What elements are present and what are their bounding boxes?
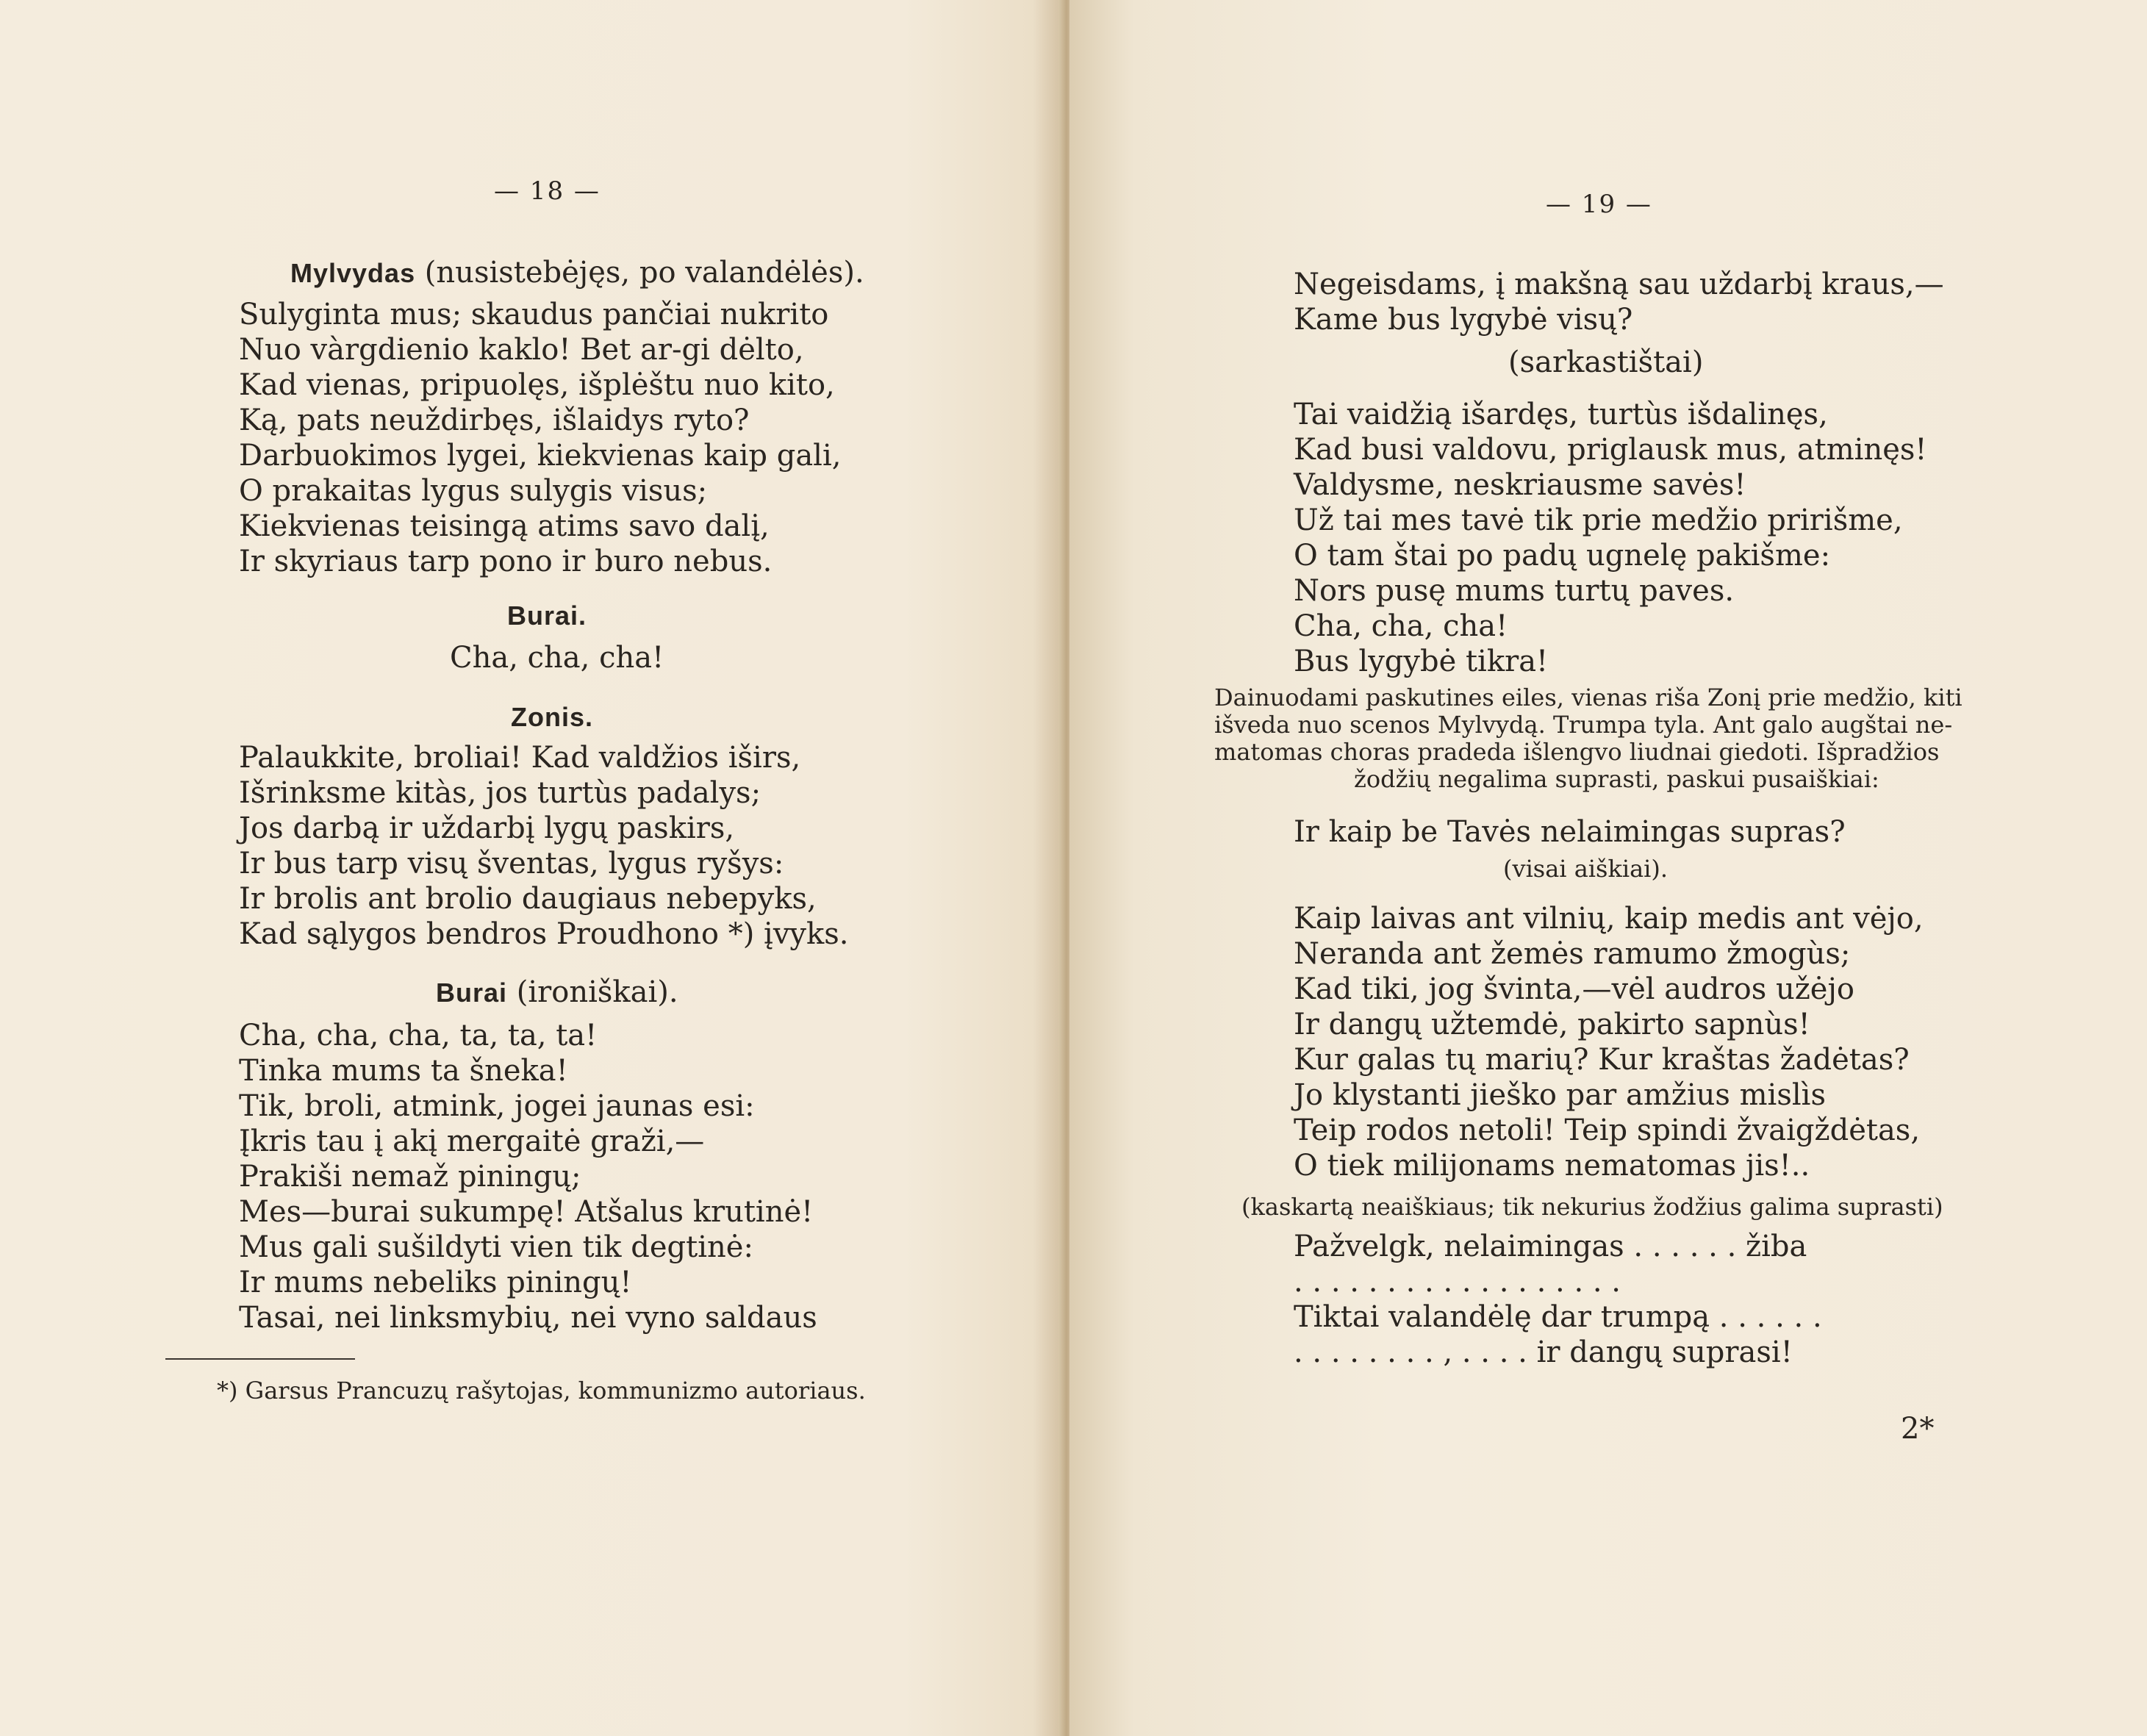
verse-line: Kaip laivas ant vilnių, kaip medis ant vėjo, [1294,902,1924,936]
verse-line: Įkris tau į akį mergaitė graži,— [239,1125,705,1158]
speaker-direction: (ironiškai). [507,975,678,1009]
verse-line: Kiekvienas teisingą atims savo dalį, [239,509,770,543]
left-page-number: — 18 — [494,176,601,206]
speech-heading-burai-ironic [436,975,678,1010]
verse-line: Ir kaip be Tavės nelaimingas supras? [1294,815,1846,849]
verse-line: Jos darbą ir uždarbį lygų paskirs, [239,811,735,845]
verse-line: Cha, cha, cha! [450,641,664,675]
verse-block-d [1294,901,1924,1183]
verse-line: Tiktai valandėlę dar trumpą . . . . . . [1294,1300,1822,1334]
stage-note-unclear: (kaskartą neaiškiaus; tik nekurius žodžius galima suprasti) [1241,1193,1943,1221]
speech-mylvydas-verse [239,297,841,579]
verse-line: Ir mums nebeliks piningų! [239,1266,632,1299]
speaker-name: Mylvydas [290,258,416,288]
verse-line: Pažvelgk, nelaimingas . . . . . . žiba [1294,1230,1807,1263]
verse-line: Kame bus lygybė visų? [1294,303,1633,337]
verse-line: O tam štai po padų ugnelę pakišme: [1294,539,1831,573]
stage-direction [1214,684,1963,793]
verse-line: Neranda ant žemės ramumo žmogùs; [1294,937,1851,971]
verse-line: Mes—burai sukumpę! Atšalus krutinė! [239,1195,814,1229]
verse-line: Išrinksme kitàs, jos turtùs padalys; [239,776,761,810]
signature-mark: 2* [1901,1412,1935,1446]
left-page-edge-shadow [1033,0,1062,1736]
verse-line: Tinka mums ta šneka! [239,1054,568,1088]
speaker-name: Burai [436,978,508,1008]
verse-line: Teip rodos netoli! Teip spindi žvaigždėtas, [1294,1113,1921,1147]
verse-line: Ką, pats neuždirbęs, išlaidys ryto? [239,403,750,437]
left-page [0,0,1062,1736]
verse-line: Už tai mes tavė tik prie medžio pririšme, [1294,503,1903,537]
stage-direction-line: matomas choras pradeda išlengvo liudnai giedoti. Išpradžios [1214,738,1940,766]
verse-line: . . . . . . . . , . . . . ir dangų suprasi! [1294,1335,1793,1369]
speech-zonis-verse [239,740,849,952]
speech-heading-zonis: Zonis. [511,702,593,732]
verse-line: Bus lygybė tikra! [1294,645,1549,678]
verse-line: Tik, broli, atmink, jogei jaunas esi: [239,1089,755,1123]
verse-line: Ir bus tarp visų šventas, lygus ryšys: [239,847,784,880]
verse-block-b [1294,397,1927,679]
speech-heading-burai: Burai. [507,600,587,631]
speaker-direction: (nusistebėjęs, po valandėlės). [415,256,864,290]
verse-line: Negeisdams, į makšną sau uždarbį kraus,— [1294,268,1944,301]
verse-line: Kad tiki, jog švinta,—vėl audros užėjo [1294,972,1854,1006]
verse-line: Jo klystanti jieško par amžius mislìs [1294,1078,1826,1112]
verse-block-a [1294,267,1944,337]
verse-line: Prakiši nemaž piningų; [239,1160,581,1194]
stage-note-sarcastic: (sarkastištai) [1508,345,1704,379]
speech-burai-verse [239,1018,817,1335]
verse-line: Ir brolis ant brolio daugiaus nebepyks, [239,882,817,916]
verse-line: O prakaitas lygus sulygis visus; [239,474,708,508]
right-page-number: — 19 — [1546,190,1652,219]
stage-direction-line: Dainuodami paskutines eiles, vienas riša Zonį prie medžio, kiti [1214,684,1963,711]
verse-line: Ir dangų užtemdė, pakirto sapnùs! [1294,1008,1810,1041]
verse-line: Nuo vàrgdienio kaklo! Bet ar-gi dėlto, [239,333,804,367]
speech-heading-mylvydas [290,255,864,290]
right-page [1069,0,2147,1736]
verse-line: Sulyginta mus; skaudus pančiai nukrito [239,298,829,331]
verse-line: Cha, cha, cha! [1294,609,1508,643]
verse-line: Palaukkite, broliai! Kad valdžios iširs, [239,741,801,775]
verse-line: Tai vaidžią išardęs, turtùs išdalinęs, [1294,398,1828,431]
verse-line: Tasai, nei linksmybių, nei vyno saldaus [239,1301,817,1335]
verse-line: Mus gali sušildyti vien tik degtinė: [239,1230,753,1264]
footnote: *) Garsus Prancuzų rašytojas, kommunizmo autoriaus. [217,1377,866,1405]
verse-line: . . . . . . . . . . . . . . . . . . [1294,1265,1621,1299]
verse-line: Nors pusę mums turtų paves. [1294,574,1735,608]
verse-line: Valdysme, neskriausme savės! [1294,468,1746,502]
verse-line: Cha, cha, cha, ta, ta, ta! [239,1019,598,1052]
verse-line: Kad sąlygos bendros Proudhono *) įvyks. [239,917,849,951]
verse-block-e [1294,1229,1822,1370]
verse-line: O tiek milijonams nematomas jis!.. [1294,1149,1810,1183]
verse-line: Darbuokimos lygei, kiekvienas kaip gali, [239,439,842,473]
stage-note-clear: (visai aiškiai). [1503,855,1669,883]
verse-line: Kad busi valdovu, priglausk mus, atminęs! [1294,433,1927,467]
verse-line: Ir skyriaus tarp pono ir buro nebus. [239,545,773,578]
stage-direction-line: žodžių negalima suprasti, paskui pusaiškiai: [1354,765,1879,793]
verse-line: Kad vienas, pripuolęs, išplėštu nuo kito, [239,368,835,402]
stage-direction-line: išveda nuo scenos Mylvydą. Trumpa tyla. Ant galo augštai ne- [1214,711,1953,739]
footnote-rule [165,1358,355,1360]
verse-line: Kur galas tų marių? Kur kraštas žadėtas? [1294,1043,1910,1077]
